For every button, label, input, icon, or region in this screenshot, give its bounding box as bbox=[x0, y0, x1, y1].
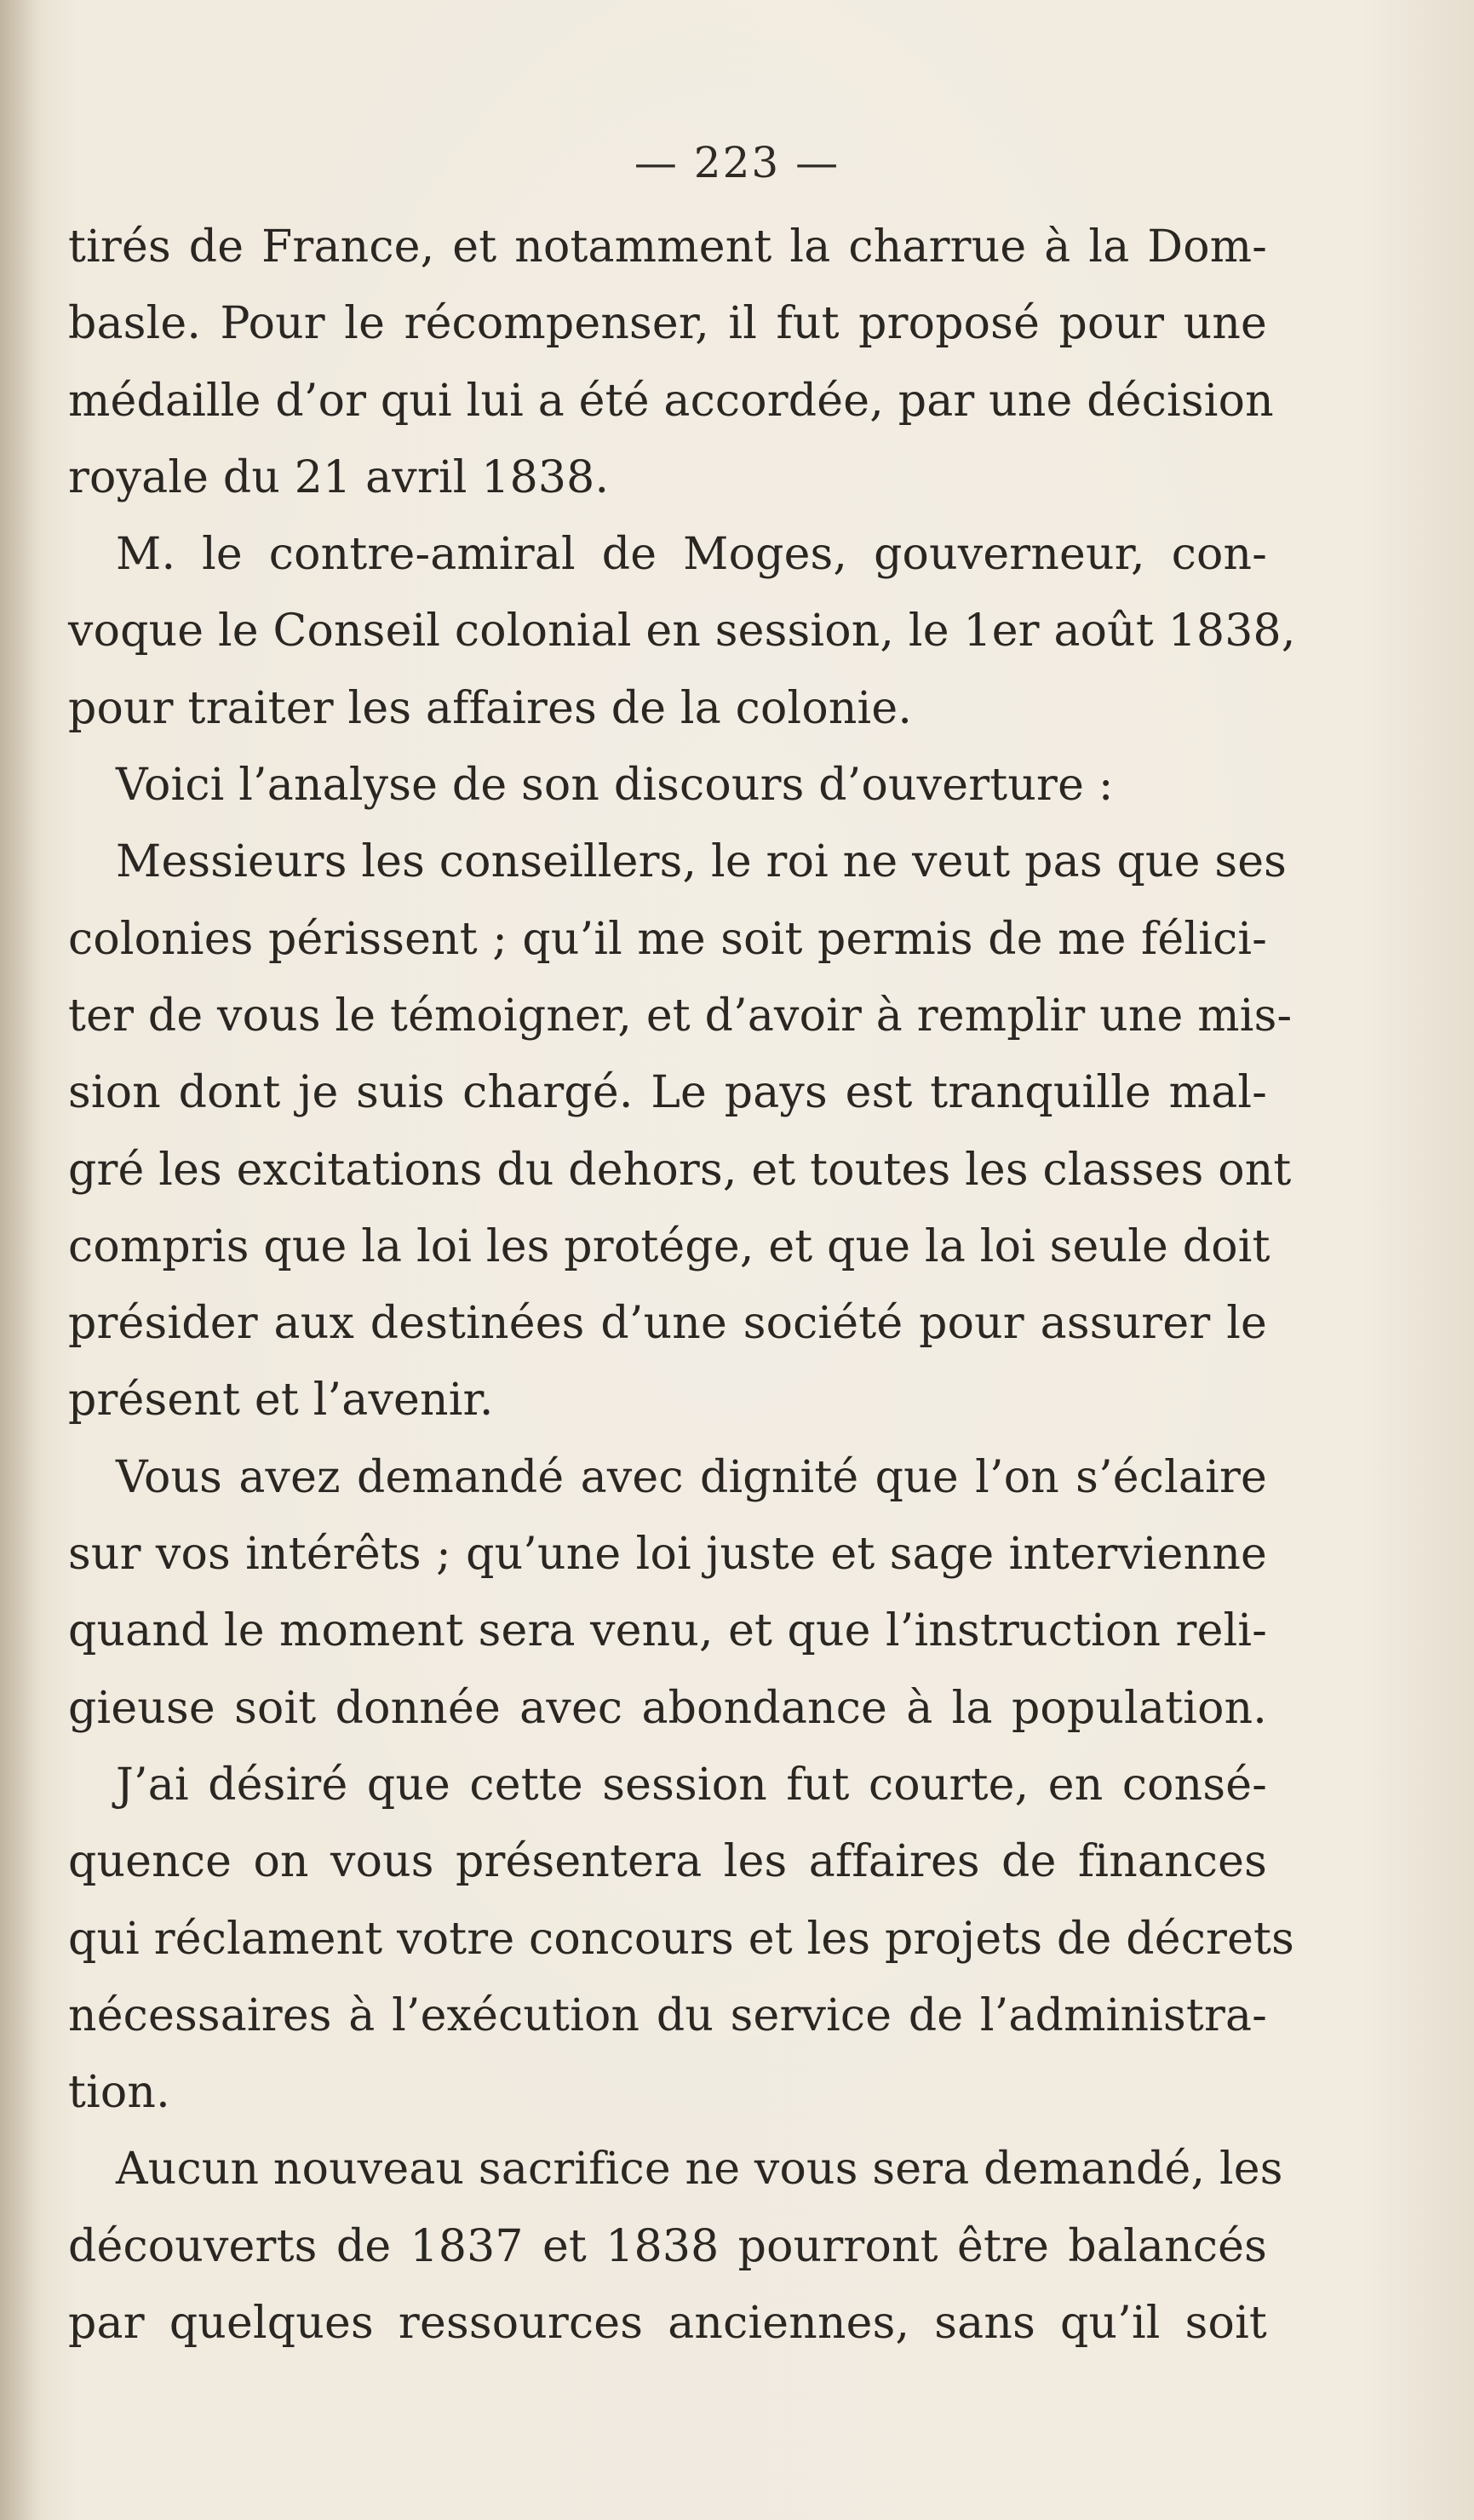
text-line: J’ai désiré que cette session fut courte, en consé- bbox=[116, 1759, 1267, 1811]
text-line: nécessaires à l’exécution du service de l’administra- bbox=[68, 1989, 1267, 2041]
text-line: tirés de France, et notamment la charrue à la Dom- bbox=[68, 221, 1267, 273]
text-line: tion. bbox=[68, 2067, 170, 2119]
text-line: basle. Pour le récompenser, il fut proposé pour une bbox=[68, 298, 1267, 350]
text-line: Messieurs les conseillers, le roi ne veut pas que ses bbox=[116, 836, 1288, 888]
text-line: compris que la loi les protége, et que la loi seule doit bbox=[68, 1220, 1270, 1272]
text-line: voque le Conseil colonial en session, le 1er août 1838, bbox=[68, 606, 1296, 657]
text-line: Voici l’analyse de son discours d’ouverture : bbox=[116, 760, 1114, 812]
text-line: quand le moment sera venu, et que l’instruction reli- bbox=[68, 1605, 1267, 1657]
text-line: colonies périssent ; qu’il me soit permis de me félici- bbox=[68, 913, 1267, 965]
text-line: Aucun nouveau sacrifice ne vous sera demandé, les bbox=[116, 2144, 1283, 2196]
text-line: présent et l’avenir. bbox=[68, 1375, 494, 1426]
text-line: présider aux destinées d’une société pour assurer le bbox=[68, 1298, 1267, 1350]
text-line: M. le contre-amiral de Moges, gouverneur, con- bbox=[116, 529, 1267, 581]
text-line: royale du 21 avril 1838. bbox=[68, 451, 610, 503]
text-line: ter de vous le témoigner, et d’avoir à remplir une mis- bbox=[68, 990, 1293, 1042]
text-line: sur vos intérêts ; qu’une loi juste et sage intervienne bbox=[68, 1529, 1267, 1581]
text-line: par quelques ressources anciennes, sans qu’il soit bbox=[68, 2298, 1267, 2350]
text-line: quence on vous présentera les affaires de finances bbox=[68, 1836, 1267, 1888]
page-number-header: — 223 — bbox=[634, 138, 840, 187]
text-line: sion dont je suis chargé. Le pays est tranquille mal- bbox=[68, 1067, 1267, 1119]
text-line: qui réclament votre concours et les projets de décrets bbox=[68, 1913, 1295, 1965]
page-body-text bbox=[68, 209, 1296, 2362]
text-line: découverts de 1837 et 1838 pourront être balancés bbox=[68, 2220, 1267, 2272]
text-line: Vous avez demandé avec dignité que l’on s’éclaire bbox=[116, 1451, 1267, 1503]
text-line: gré les excitations du dehors, et toutes les classes ont bbox=[68, 1144, 1292, 1196]
page-edge-shadow bbox=[0, 0, 41, 2520]
text-line: pour traiter les affaires de la colonie. bbox=[68, 682, 913, 734]
text-line: gieuse soit donnée avec abondance à la population. bbox=[68, 1682, 1267, 1734]
text-line: médaille d’or qui lui a été accordée, par une décision bbox=[68, 375, 1274, 427]
